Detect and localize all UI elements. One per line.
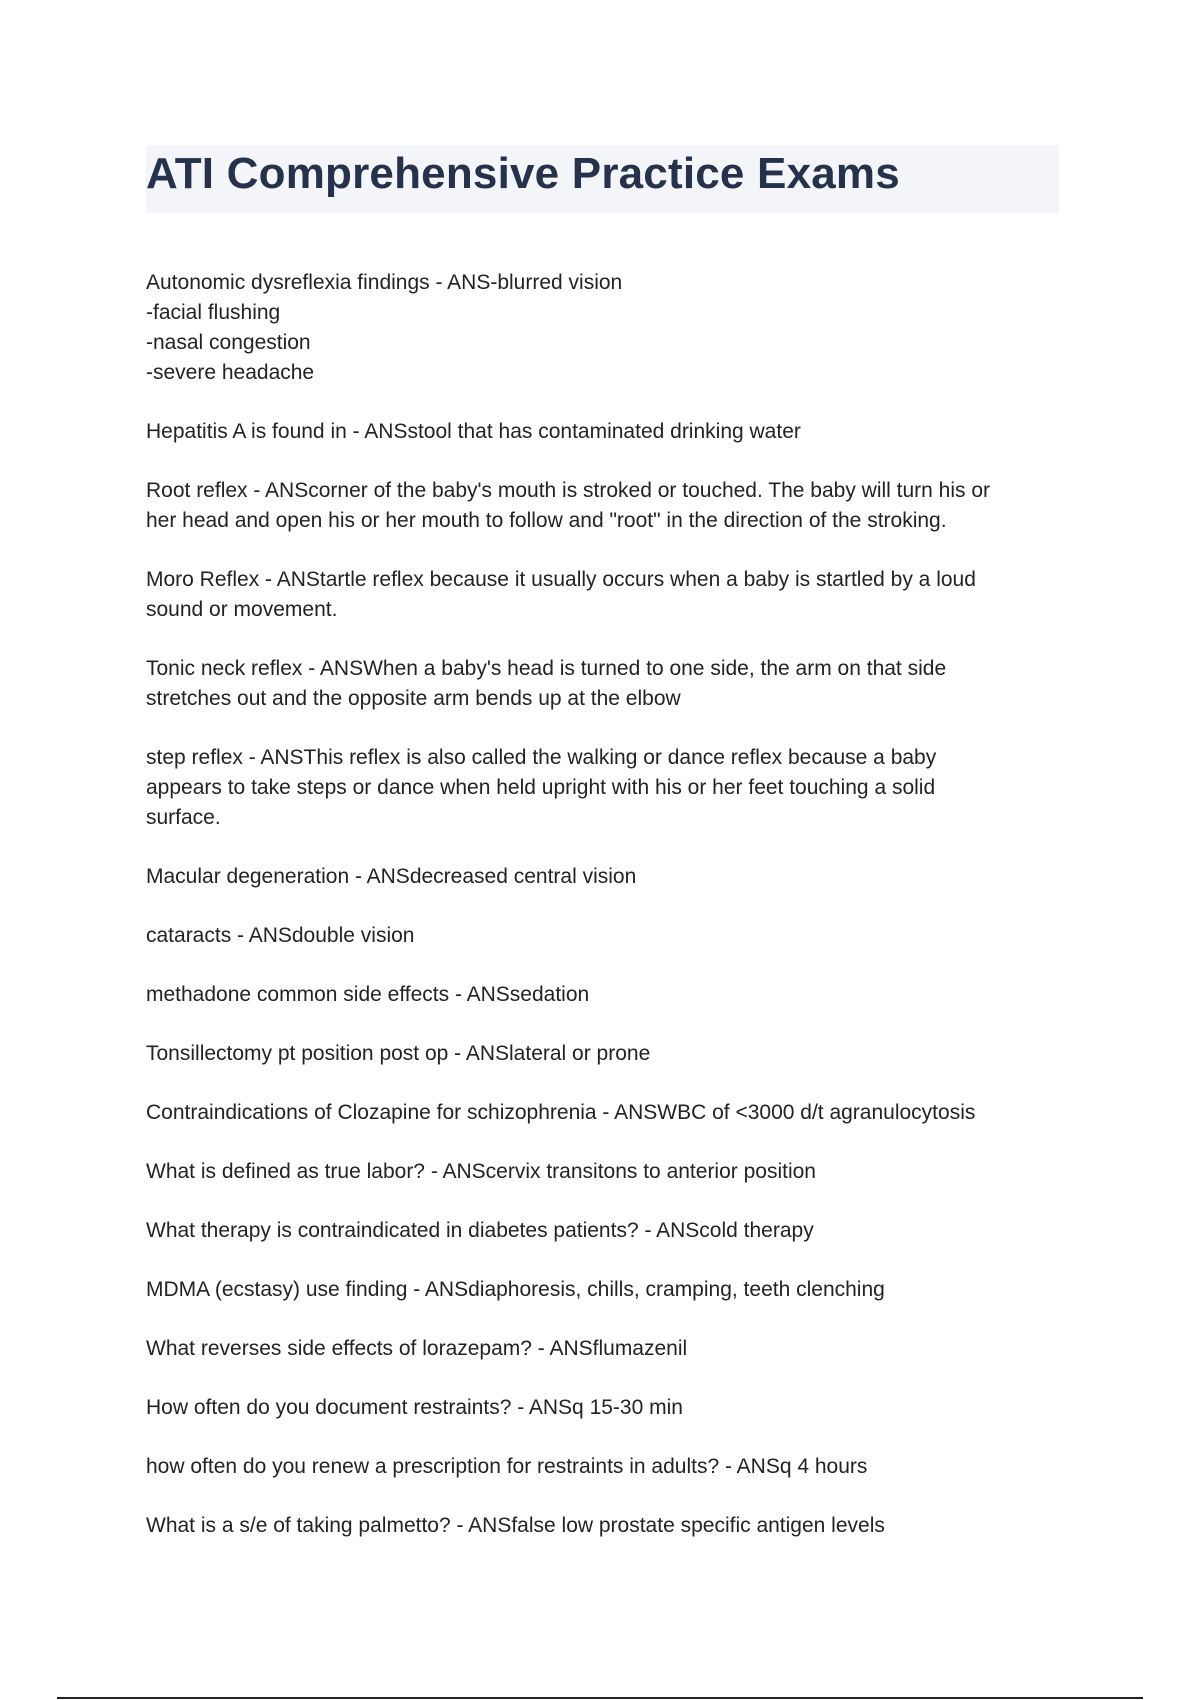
entry-line: Contraindications of Clozapine for schizophrenia - ANSWBC of <3000 d/t agranulocytosis xyxy=(146,1101,976,1124)
entry-line: What therapy is contraindicated in diabetes patients? - ANScold therapy xyxy=(146,1219,814,1242)
entry-line: -severe headache xyxy=(146,361,315,384)
entry-line: step reflex - ANSThis reflex is also called the walking or dance reflex because a baby xyxy=(146,746,937,769)
entry-line: Autonomic dysreflexia findings - ANS-blurred vision xyxy=(146,271,623,294)
entry-line: How often do you document restraints? - ANSq 15-30 min xyxy=(146,1396,683,1419)
entry-line: Macular degeneration - ANSdecreased central vision xyxy=(146,865,637,888)
entry-line: sound or movement. xyxy=(146,598,338,621)
qa-entry xyxy=(146,476,1056,536)
qa-entry xyxy=(146,1098,1056,1128)
qa-entry xyxy=(146,743,1056,833)
qa-entry xyxy=(146,565,1056,625)
entry-line: What is a s/e of taking palmetto? - ANSfalse low prostate specific antigen levels xyxy=(146,1514,885,1537)
qa-entry xyxy=(146,1275,1056,1305)
entry-line: Hepatitis A is found in - ANSstool that has contaminated drinking water xyxy=(146,420,801,443)
entry-line: stretches out and the opposite arm bends up at the elbow xyxy=(146,687,681,710)
entry-line: Root reflex - ANScorner of the baby's mouth is stroked or touched. The baby will turn his or xyxy=(146,479,991,502)
entry-line: methadone common side effects - ANSsedation xyxy=(146,983,590,1006)
entry-line: What reverses side effects of lorazepam? - ANSflumazenil xyxy=(146,1337,688,1360)
qa-entry xyxy=(146,1039,1056,1069)
entry-line: how often do you renew a prescription for restraints in adults? - ANSq 4 hours xyxy=(146,1455,868,1478)
page-title: ATI Comprehensive Practice Exams xyxy=(146,149,900,198)
entry-line: surface. xyxy=(146,806,221,829)
qa-list xyxy=(146,268,1056,1570)
entry-line: Tonsillectomy pt position post op - ANSlateral or prone xyxy=(146,1042,651,1065)
entry-line: Moro Reflex - ANStartle reflex because it usually occurs when a baby is startled by a loud xyxy=(146,568,976,591)
entry-line: her head and open his or her mouth to follow and "root" in the direction of the stroking. xyxy=(146,509,947,532)
qa-entry xyxy=(146,1452,1056,1482)
qa-entry xyxy=(146,1334,1056,1364)
footer-divider xyxy=(57,1697,1143,1699)
qa-entry xyxy=(146,1157,1056,1187)
qa-entry xyxy=(146,980,1056,1010)
entry-line: -nasal congestion xyxy=(146,331,311,354)
entry-line: cataracts - ANSdouble vision xyxy=(146,924,415,947)
qa-entry xyxy=(146,862,1056,892)
entry-line: MDMA (ecstasy) use finding - ANSdiaphoresis, chills, cramping, teeth clenching xyxy=(146,1278,885,1301)
qa-entry xyxy=(146,921,1056,951)
qa-entry xyxy=(146,268,1056,388)
qa-entry xyxy=(146,1511,1056,1541)
qa-entry xyxy=(146,1393,1056,1423)
entry-line: appears to take steps or dance when held upright with his or her feet touching a solid xyxy=(146,776,936,799)
entry-line: -facial flushing xyxy=(146,301,281,324)
qa-entry xyxy=(146,654,1056,714)
qa-entry xyxy=(146,417,1056,447)
entry-line: Tonic neck reflex - ANSWhen a baby's head is turned to one side, the arm on that side xyxy=(146,657,947,680)
entry-line: What is defined as true labor? - ANScervix transitons to anterior position xyxy=(146,1160,816,1183)
qa-entry xyxy=(146,1216,1056,1246)
